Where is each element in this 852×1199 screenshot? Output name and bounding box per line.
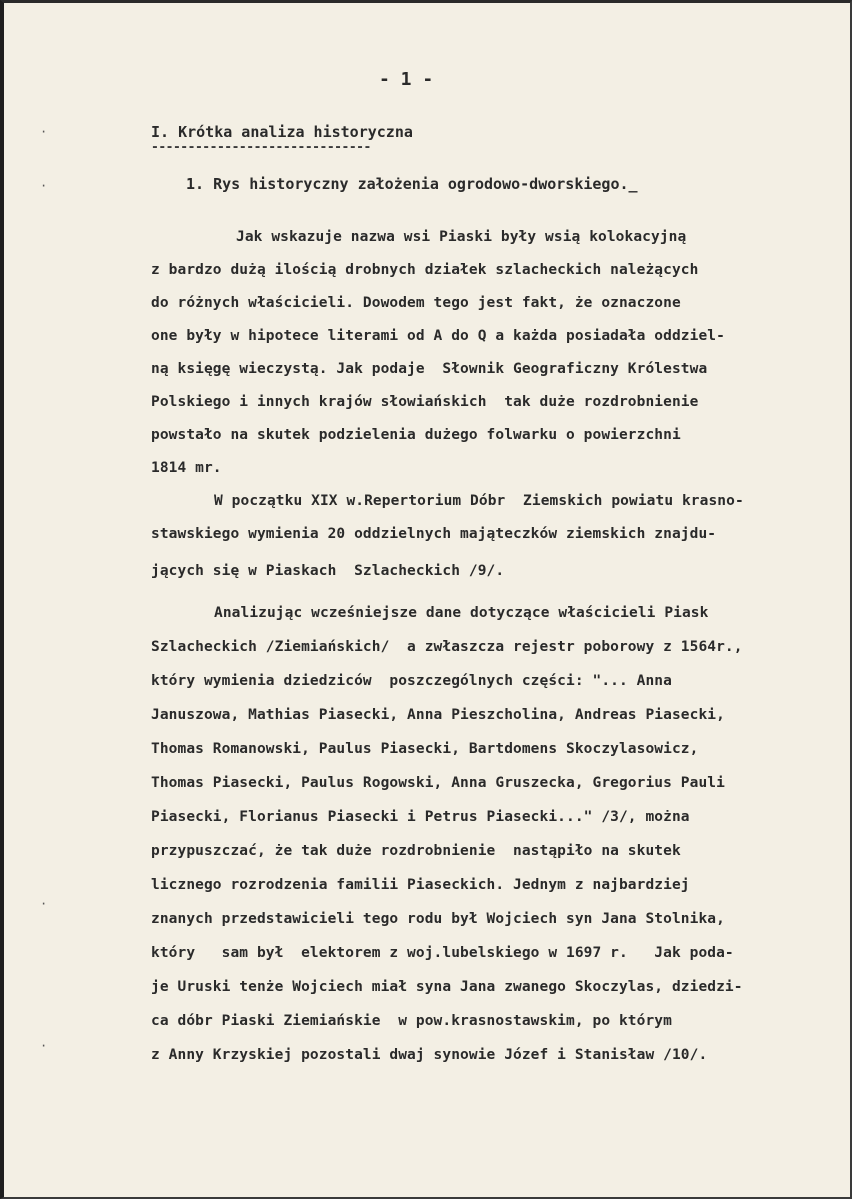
paragraph-3-line: przypuszczać, że tak duże rozdrobnienie nastąpiło na skutek (151, 843, 681, 859)
paragraph-3-line: z Anny Krzyskiej pozostali dwaj synowie Józef i Stanisław /10/. (151, 1047, 708, 1063)
paragraph-2-line: stawskiego wymienia 20 oddzielnych mająteczków ziemskich znajdu- (151, 526, 717, 542)
subsection-title: 1. Rys historyczny założenia ogrodowo-dworskiego._ (186, 175, 638, 193)
paragraph-3-line: który wymienia dziedziców poszczególnych części: "... Anna (151, 673, 672, 689)
paragraph-3-line: je Uruski tenże Wojciech miał syna Jana zwanego Skoczylas, dziedzi- (151, 979, 743, 995)
paragraph-1-line: Jak wskazuje nazwa wsi Piaski były wsią kolokacyjną (236, 229, 687, 245)
paragraph-3-line: Piasecki, Florianus Piasecki i Petrus Piasecki..." /3/, można (151, 809, 690, 825)
paragraph-3-line: który sam był elektorem z woj.lubelskiego w 1697 r. Jak poda- (151, 945, 734, 961)
paragraph-3-line: Januszowa, Mathias Piasecki, Anna Pieszcholina, Andreas Piasecki, (151, 707, 725, 723)
margin-dot: · (40, 897, 48, 911)
paragraph-1-line: z bardzo dużą ilością drobnych działek szlacheckich należących (151, 262, 699, 278)
paragraph-1-line: do różnych właścicieli. Dowodem tego jest fakt, że oznaczone (151, 295, 681, 311)
paragraph-3-line: znanych przedstawicieli tego rodu był Wojciech syn Jana Stolnika, (151, 911, 725, 927)
page-number: - 1 - (379, 69, 434, 90)
paragraph-3-line: Thomas Romanowski, Paulus Piasecki, Bartdomens Skoczylasowicz, (151, 741, 699, 757)
section-underline: ------------------------------ (151, 140, 371, 155)
paragraph-2-line: jących się w Piaskach Szlacheckich /9/. (151, 563, 505, 579)
paragraph-1-line: 1814 mr. (151, 460, 222, 476)
paragraph-2-line: W początku XIX w.Repertorium Dóbr Ziemskich powiatu krasno- (214, 493, 744, 509)
paragraph-1-line: powstało na skutek podzielenia dużego folwarku o powierzchni (151, 427, 681, 443)
margin-dot: · (40, 1039, 48, 1053)
paragraph-3-line: licznego rozrodzenia familii Piaseckich. Jednym z najbardziej (151, 877, 690, 893)
paragraph-3-line: Analizując wcześniejsze dane dotyczące właścicieli Piask (214, 605, 709, 621)
paragraph-1-line: one były w hipotece literami od A do Q a każda posiadała oddziel- (151, 328, 725, 344)
paragraph-1-line: ną księgę wieczystą. Jak podaje Słownik Geograficzny Królestwa (151, 361, 708, 377)
section-title: I. Krótka analiza historyczna (151, 123, 413, 141)
paragraph-1-line: Polskiego i innych krajów słowiańskich tak duże rozdrobnienie (151, 394, 699, 410)
paragraph-3-line: Szlacheckich /Ziemiańskich/ a zwłaszcza rejestr poborowy z 1564r., (151, 639, 743, 655)
margin-dot: · (40, 179, 48, 193)
margin-dot: · (40, 125, 48, 139)
paragraph-3-line: Thomas Piasecki, Paulus Rogowski, Anna Gruszecka, Gregorius Pauli (151, 775, 725, 791)
paragraph-3-line: ca dóbr Piaski Ziemiańskie w pow.krasnostawskim, po którym (151, 1013, 672, 1029)
